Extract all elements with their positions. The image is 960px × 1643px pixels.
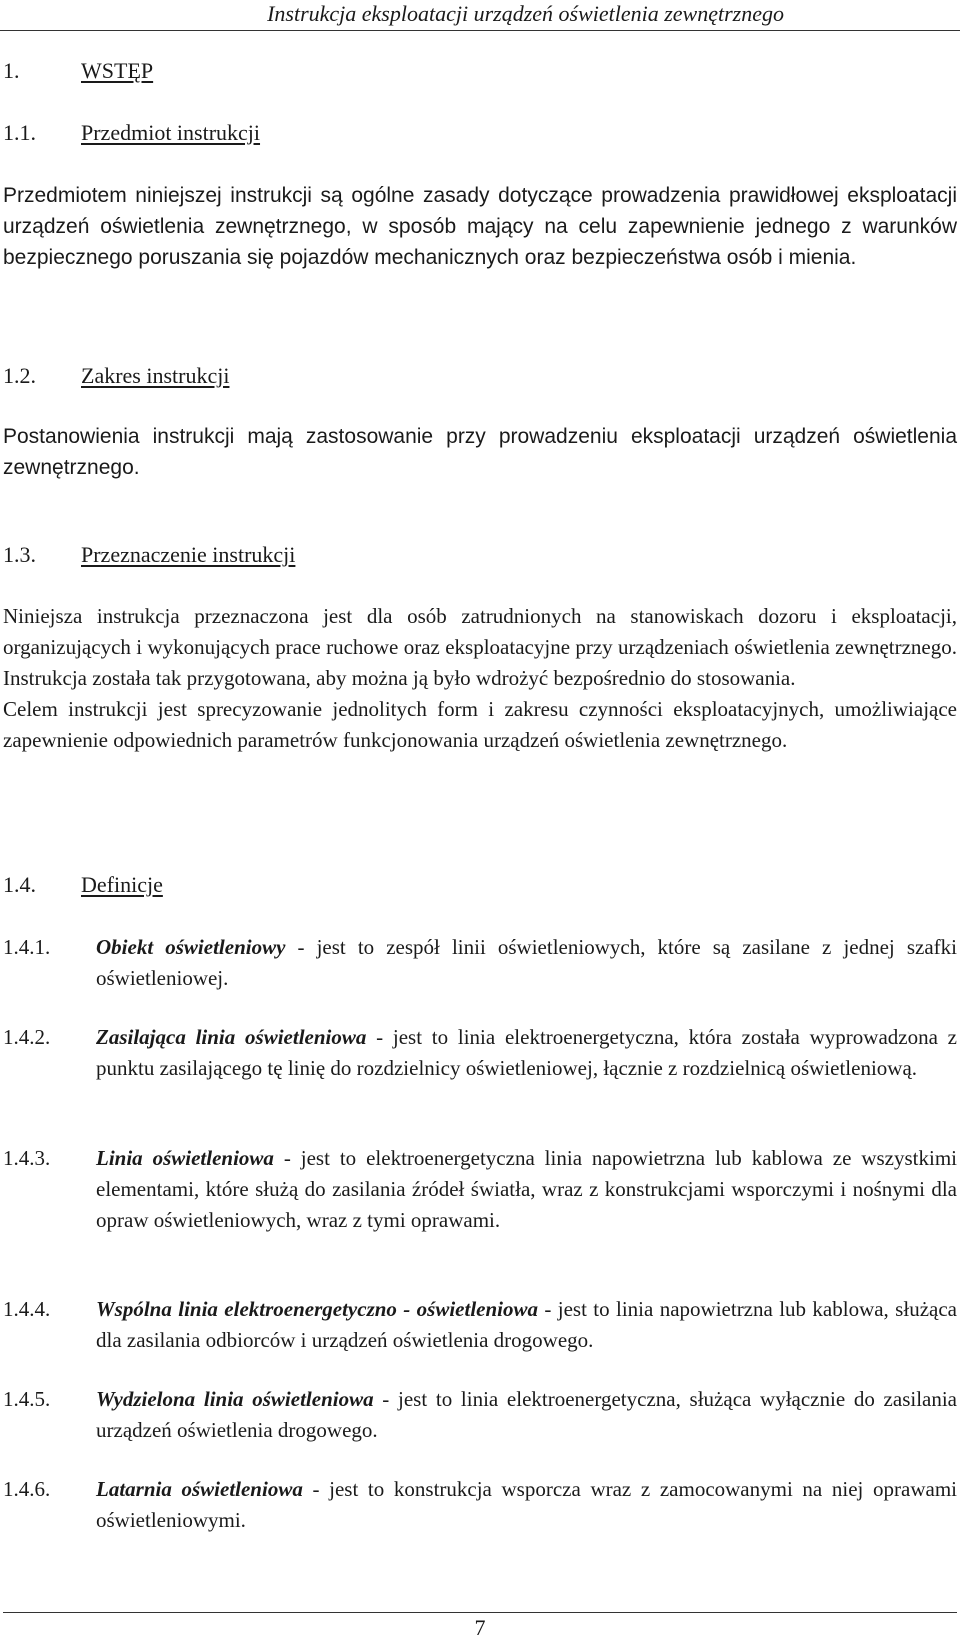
heading-1-2 (3, 363, 229, 389)
definition-text: - jest to konstrukcja wsporcza wraz z zamocowanymi na niej oprawami oświetleniowymi. (96, 1477, 957, 1532)
paragraph: Niniejsza instrukcja przeznaczona jest dla osób zatrudnionych na stanowiskach dozoru i eksploatacji, organizujących i wykonujących prace ruchowe oraz eksploatacyjne przy urządzeniach oświetlenia zewnętrznego. Instrukcja została tak przygotowana, aby można ją było wdrożyć bezpośrednio do stosowania. (3, 604, 957, 690)
definition-item (3, 1143, 957, 1236)
definition-item (3, 1294, 957, 1356)
definition-term: Latarnia oświetleniowa (96, 1477, 303, 1501)
heading-1-3-title: Przeznaczenie instrukcji (81, 542, 296, 567)
definition-text: - jest to linia napowietrzna lub kablowa, służąca dla zasilania odbiorców i urządzeń oświetlenia drogowego. (96, 1297, 957, 1352)
heading-1-3 (3, 542, 295, 568)
page-number: 7 (474, 1615, 486, 1640)
definition-number: 1.4.1. (3, 935, 51, 959)
section-1-2-body (3, 421, 957, 483)
definition-text: - jest to linia elektroenergetyczna, która została wyprowadzona z punktu zasilającego tę linię do rozdzielnicy oświetleniowej, łącznie z rozdzielnicą oświetleniową. (96, 1025, 957, 1080)
running-header (0, 0, 960, 31)
paragraph: Przedmiotem niniejszej instrukcji są ogólne zasady dotyczące prowadzenia prawidłowej eksploatacji urządzeń oświetlenia zewnętrznego, w sposób mający na celu zapewnienie jednego z warunków bezpiecznego poruszania się pojazdów mechanicznych oraz bezpieczeństwa osób i mienia. (3, 184, 957, 269)
heading-1-4 (3, 872, 163, 898)
heading-1-number: 1. (3, 58, 20, 83)
heading-1-title: WSTĘP (81, 58, 154, 83)
section-1-1-body (3, 180, 957, 273)
running-header-title: Instrukcja eksploatacji urządzeń oświetlenia zewnętrznego (267, 1, 784, 26)
definition-term: Linia oświetleniowa (96, 1146, 274, 1170)
definition-number: 1.4.4. (3, 1297, 51, 1321)
heading-1-4-title: Definicje (81, 872, 163, 897)
heading-1-3-number: 1.3. (3, 542, 36, 567)
definition-item (3, 1384, 957, 1446)
definition-number: 1.4.6. (3, 1477, 51, 1501)
heading-1-1-number: 1.1. (3, 120, 36, 145)
section-1-3-body (3, 601, 957, 756)
paragraph: Celem instrukcji jest sprecyzowanie jednolitych form i zakresu czynności eksploatacyjnych, umożliwiające zapewnienie odpowiednich parametrów funkcjonowania urządzeń oświetlenia zewnętrznego. (3, 697, 957, 752)
paragraph: Postanowienia instrukcji mają zastosowanie przy prowadzeniu eksploatacji urządzeń oświetlenia zewnętrznego. (3, 425, 957, 479)
footer-divider (3, 1612, 957, 1613)
definition-item (3, 1474, 957, 1536)
definition-term: Zasilająca linia oświetleniowa (96, 1025, 367, 1049)
definition-number: 1.4.5. (3, 1387, 51, 1411)
heading-1 (3, 58, 153, 84)
heading-1-2-number: 1.2. (3, 363, 36, 388)
definition-term: Wydzielona linia oświetleniowa (96, 1387, 374, 1411)
heading-1-1-title: Przedmiot instrukcji (81, 120, 261, 145)
definition-text: - jest to zespół linii oświetleniowych, które są zasilane z jednej szafki oświetleniowej. (96, 935, 957, 990)
heading-1-4-number: 1.4. (3, 872, 36, 897)
definition-number: 1.4.2. (3, 1025, 51, 1049)
definition-term: Wspólna linia elektroenergetyczno - oświetleniowa (96, 1297, 539, 1321)
heading-1-1 (3, 120, 260, 146)
definition-number: 1.4.3. (3, 1146, 51, 1170)
definition-text: - jest to linia elektroenergetyczna, służąca wyłącznie do zasilania urządzeń oświetlenia drogowego. (96, 1387, 958, 1442)
definition-text: - jest to elektroenergetyczna linia napowietrzna lub kablowa ze wszystkimi elementami, które służą do zasilania źródeł światła, wraz z konstrukcjami wsporczymi i nośnymi dla opraw oświetleniowych, wraz z tymi oprawami. (96, 1146, 957, 1232)
definition-item (3, 1022, 957, 1084)
definition-item (3, 932, 957, 994)
definition-term: Obiekt oświetleniowy (96, 935, 286, 959)
heading-1-2-title: Zakres instrukcji (81, 363, 230, 388)
